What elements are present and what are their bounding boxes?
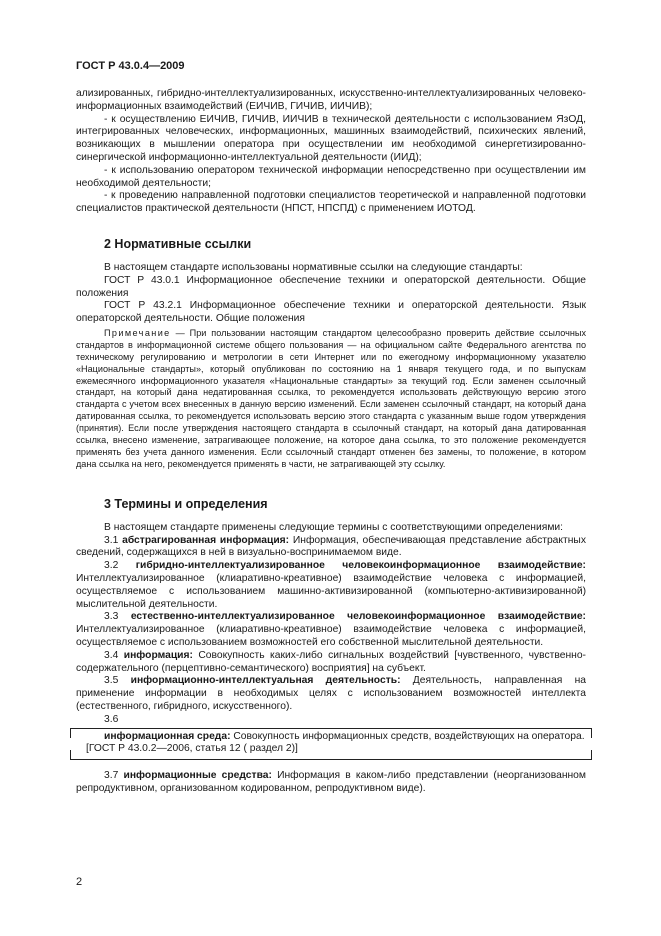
boxed-term-frame xyxy=(70,728,592,761)
section-2-lead: В настоящем стандарте использованы нормативные ссылки на следующие стандарты: xyxy=(104,261,523,273)
term-name: абстрагированная информация: xyxy=(122,534,290,546)
term-text: Совокупность информационных средств, воздействующих на оператора. xyxy=(230,730,585,742)
intro-continuation: ализированных, гибридно-интеллектуализированных, искусственно-интеллектуализированных человеко-информационных взаимодействий (ЕИЧИВ, ГИЧИВ, ИИЧИВ); xyxy=(76,88,586,112)
term-definition xyxy=(76,611,586,649)
boxed-term-definition xyxy=(76,731,586,744)
term-name: информационно-интеллектуальная деятельность: xyxy=(130,675,401,687)
document-body xyxy=(76,88,586,796)
term-text: Интеллектуализированное (клиаративно-креативное) взаимодействие человека с информацией, осуществляемое с использованием машинно-активизированной (компьютерно-активизированной) мыслительной деятельности. xyxy=(76,573,586,610)
note-label: Примечание xyxy=(104,327,171,338)
term-number: 3.4 xyxy=(104,649,119,661)
term-definition xyxy=(76,675,586,713)
normative-reference: ГОСТ Р 43.0.1 Информационное обеспечение техники и операторской деятельности. Общие положения xyxy=(76,274,586,299)
term-text: Интеллектуализированное (клиаративно-креативное) взаимодействие человека с информацией, осуществляемое с использованием возможностей его собственной мыслительной деятельности. xyxy=(76,624,586,648)
term-name: информационные средства: xyxy=(123,770,272,782)
document-header: ГОСТ Р 43.0.4—2009 xyxy=(76,60,185,72)
frame-corner xyxy=(70,728,71,738)
frame-corner xyxy=(591,728,592,738)
term-name: гибридно-интеллектуализированное человекоинформационное взаимодействие: xyxy=(135,560,586,572)
term-source-reference: [ГОСТ Р 43.0.2—2006, статья 12 ( раздел 2)] xyxy=(86,743,298,755)
section-3-lead: В настоящем стандарте применены следующие термины с соответствующими определениями: xyxy=(104,521,564,533)
section-2-title: 2 Нормативные ссылки xyxy=(104,236,252,251)
section-3-title: 3 Термины и определения xyxy=(104,496,268,511)
page-number: 2 xyxy=(76,876,83,888)
section-2-note xyxy=(76,328,586,471)
term-number: 3.5 xyxy=(104,675,119,687)
term-name: естественно-интеллектуализированное человекоинформационное взаимодействие: xyxy=(130,611,586,623)
term-number: 3.1 xyxy=(104,534,119,546)
note-text: — При пользовании настоящим стандартом целесообразно проверить действие ссылочных стандартов в информационной системе общего пользования — на официальном сайте Федерального агентства по техническому регулированию и метрологии в сети Интернет или по ежегодному информационному указателю «Национальные стандарты», который опубликован по состоянию на 1 января текущего года, и по выпускам ежемесячного информационного указателя «Национальные стандарты» за текущий год. Если заменен ссылочный стандарт, на который дана недатированная ссылка, то рекомендуется использовать действующую версию этого стандарта с учетом всех внесенных в данную версию изменений. Если заменен ссылочный стандарт, на который дана датированная ссылка, то рекомендуется использовать версию этого стандарта с указанным выше годом утверждения (принятия). Если после утверждения настоящего стандарта в ссылочный стандарт, на который дана датированная ссылка, внесено изменение, затрагивающее положение, на которое дана ссылка, то это положение рекомендуется применять без учета данного изменения. Если ссылочный стандарт отменен без замены, то положение, в котором дана ссылка на него, рекомендуется применять в части, не затрагивающей эту ссылку. xyxy=(76,327,586,469)
frame-corner xyxy=(591,750,592,760)
term-definition xyxy=(76,560,586,611)
term-number: 3.7 xyxy=(104,770,119,782)
term-definition xyxy=(76,650,586,676)
intro-item: - к использованию оператором технической информации непосредственно при осуществлении им необходимой деятельности; xyxy=(76,164,586,189)
term-text: Информация, обеспечивающая представление абстрактных сведений, содержащихся в ней в визуально-воспринимаемом виде. xyxy=(76,534,586,559)
normative-reference: ГОСТ Р 43.2.1 Информационное обеспечение техники и операторской деятельности. Язык операторской деятельности. Общие положения xyxy=(76,300,586,325)
term-definition xyxy=(76,535,586,561)
term-text: Деятельность, направленная на применение информации в необходимых целях с использованием возможностей интеллекта (естественного, гибридного, искусственного). xyxy=(76,675,586,712)
intro-item: - к проведению направленной подготовки специалистов теоретической и направленной подготовки специалистов практической деятельности (НПСТ, НПСПД) с применением ИОТОД. xyxy=(76,190,586,215)
term-name: информационная среда: xyxy=(104,730,231,742)
term-number: 3.2 xyxy=(104,560,119,572)
term-number: 3.3 xyxy=(104,611,119,623)
term-text: Совокупность каких-либо сигнальных воздействий [чувственного, чувственно-содержательного (перцептивно-семантического) восприятия] на субъект. xyxy=(76,649,586,674)
term-number: 3.6 xyxy=(104,713,119,725)
intro-item: - к осуществлению ЕИЧИВ, ГИЧИВ, ИИЧИВ в технической деятельности с использованием ЯзОД, интегрированных человеческих, информационных, машинных взаимодействий, психических явлений, возникающих в мышлении оператора при осуществлении им необходимой синергетизированно-синергической информационно-интеллектуальной деятельности (ИИД); xyxy=(76,113,586,163)
term-definition xyxy=(76,770,586,796)
term-name: информация: xyxy=(123,649,193,661)
frame-corner xyxy=(70,750,71,760)
term-text: Информация в каком-либо представлении (неорганизованном репродуктивном, организованном кодированном, репродуктивном виде). xyxy=(76,770,586,794)
